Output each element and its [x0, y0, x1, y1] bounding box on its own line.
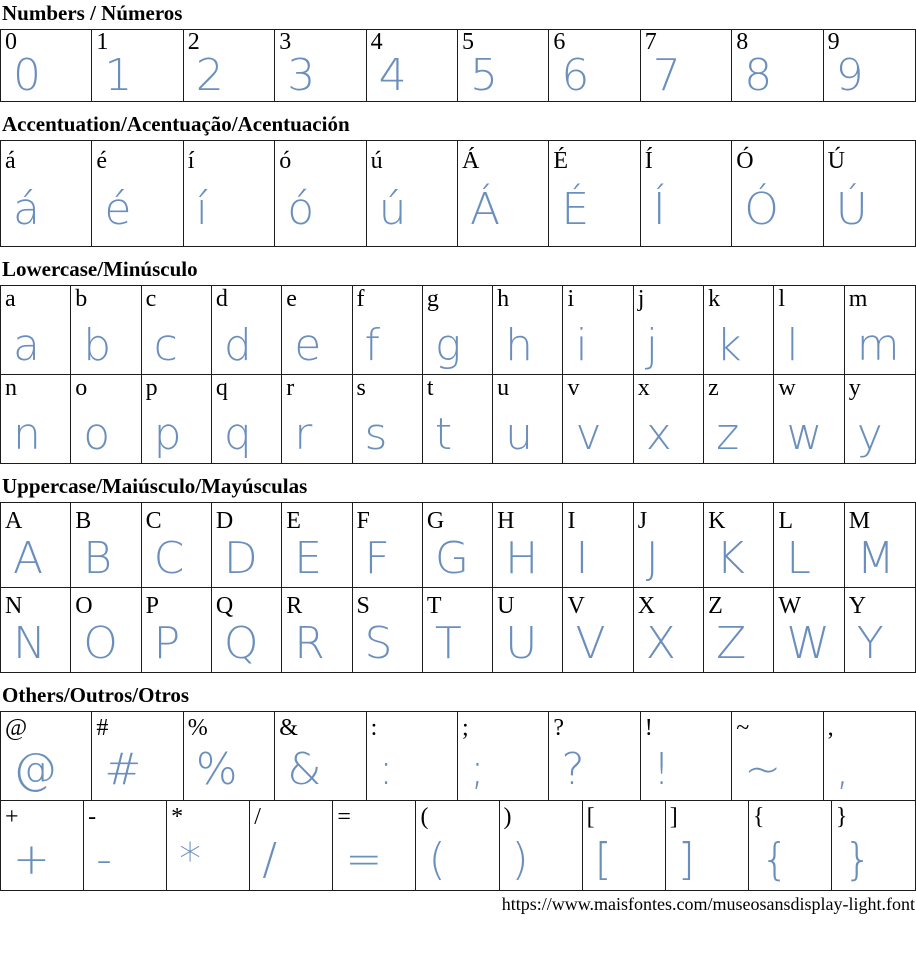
- glyph-cell: [71, 375, 141, 463]
- glyph-sample: í: [195, 184, 209, 235]
- glyph-sample: G: [434, 533, 469, 584]
- glyph-cell: [493, 286, 563, 374]
- glyph-cell: [367, 712, 458, 800]
- glyph-cell: [493, 588, 563, 672]
- section-title-accentuation: Accentuation/Acentuação/Acentuación: [2, 112, 350, 136]
- glyph-label: s: [356, 375, 366, 401]
- glyph-sample: R: [294, 618, 325, 669]
- glyph-cell: [845, 286, 915, 374]
- glyph-label: 6: [553, 30, 566, 55]
- glyph-sample: -: [96, 834, 112, 885]
- glyph-label: I: [567, 508, 576, 534]
- glyph-cell: [641, 30, 732, 101]
- glyph-cell: [416, 801, 499, 890]
- glyph-label: ó: [279, 148, 292, 174]
- glyph-label: n: [5, 375, 17, 401]
- glyph-label: 8: [736, 30, 749, 55]
- glyph-cell: [282, 375, 352, 463]
- glyph-label: 1: [96, 30, 109, 55]
- section-numbers: [0, 2, 916, 102]
- glyph-cell: [704, 503, 774, 587]
- glyph-sample: U: [505, 618, 538, 669]
- glyph-cell: [634, 503, 704, 587]
- glyph-sample: Ó: [744, 184, 779, 235]
- glyph-sample: g: [434, 320, 462, 371]
- glyph-cell: [774, 588, 844, 672]
- glyph-label: g: [426, 286, 439, 312]
- glyph-cell: [749, 801, 832, 890]
- glyph-sample: ): [511, 834, 529, 885]
- glyph-cell: [563, 286, 633, 374]
- glyph-sample: S: [364, 618, 393, 669]
- glyph-cell: [353, 286, 423, 374]
- glyph-label: C: [145, 508, 162, 534]
- glyph-sample: E: [294, 533, 323, 584]
- glyph-table-row: [0, 285, 916, 375]
- glyph-sample: Y: [856, 618, 884, 669]
- glyph-cell: [641, 712, 732, 800]
- glyph-label: i: [567, 286, 575, 312]
- glyph-label: @: [5, 715, 28, 741]
- glyph-sample: K: [716, 533, 745, 584]
- glyph-sample: I: [575, 533, 589, 584]
- glyph-cell: [184, 141, 275, 246]
- glyph-cell: [71, 503, 141, 587]
- glyph-sample: /: [262, 834, 278, 885]
- glyph-table-row: [0, 140, 916, 247]
- glyph-sample: 6: [561, 50, 590, 101]
- glyph-cell: [212, 588, 282, 672]
- glyph-label: Ó: [736, 148, 754, 174]
- glyph-label: t: [426, 375, 434, 401]
- glyph-sample: 3: [287, 50, 316, 101]
- glyph-table-row: [0, 587, 916, 673]
- glyph-sample: d: [223, 320, 252, 371]
- glyph-cell: [563, 503, 633, 587]
- glyph-sample: *: [179, 834, 202, 885]
- glyph-sample: a: [13, 320, 40, 371]
- glyph-label: T: [426, 593, 442, 619]
- glyph-cell: [282, 588, 352, 672]
- glyph-label: E: [286, 508, 301, 534]
- glyph-cell: [353, 588, 423, 672]
- glyph-cell: [367, 141, 458, 246]
- glyph-cell: [732, 141, 823, 246]
- glyph-cell: [641, 141, 732, 246]
- glyph-cell: [634, 375, 704, 463]
- glyph-label: z: [708, 375, 719, 401]
- glyph-cell: [92, 141, 183, 246]
- glyph-label: d: [215, 286, 228, 312]
- glyph-label: v: [567, 375, 580, 401]
- glyph-label: É: [553, 148, 569, 174]
- glyph-sample: 4: [378, 50, 407, 101]
- glyph-cell: [423, 286, 493, 374]
- glyph-sample: V: [575, 618, 606, 669]
- glyph-sample: F: [364, 533, 390, 584]
- glyph-sample: q: [223, 409, 252, 460]
- glyph-label: 4: [370, 30, 383, 55]
- glyph-label: é: [96, 148, 108, 174]
- glyph-label: m: [848, 286, 868, 312]
- glyph-label: Á: [462, 148, 480, 174]
- glyph-label: X: [637, 593, 656, 619]
- glyph-sample: }: [843, 834, 872, 885]
- glyph-cell: [493, 375, 563, 463]
- glyph-sample: é: [104, 184, 132, 235]
- glyph-sample: e: [294, 320, 322, 371]
- glyph-cell: [458, 141, 549, 246]
- glyph-label: 2: [187, 30, 200, 55]
- glyph-sample: =: [345, 834, 383, 885]
- glyph-cell: [71, 588, 141, 672]
- glyph-cell: [493, 503, 563, 587]
- glyph-cell: [458, 712, 549, 800]
- glyph-sample: W: [786, 618, 830, 669]
- glyph-sample: o: [83, 409, 111, 460]
- glyph-cell: [92, 712, 183, 800]
- glyph-sample: 2: [195, 50, 224, 101]
- glyph-label: f: [356, 286, 365, 312]
- glyph-sample: p: [153, 409, 182, 460]
- glyph-cell: [142, 375, 212, 463]
- section-uppercase: [0, 475, 916, 673]
- glyph-label: r: [286, 375, 295, 401]
- glyph-cell: [212, 286, 282, 374]
- glyph-cell: [142, 588, 212, 672]
- glyph-sample: N: [13, 618, 46, 669]
- glyph-cell: [1, 375, 71, 463]
- glyph-sample: M: [856, 533, 895, 584]
- glyph-label: ~: [736, 715, 750, 741]
- glyph-sample: ó: [287, 184, 315, 235]
- glyph-label: Q: [215, 593, 234, 619]
- glyph-label: Í: [644, 148, 653, 174]
- glyph-label: u: [497, 375, 510, 401]
- glyph-sample: i: [575, 320, 588, 371]
- glyph-label: ,: [827, 715, 834, 741]
- glyph-label: B: [75, 508, 92, 534]
- glyph-label: M: [848, 508, 871, 534]
- section-lowercase: [0, 258, 916, 464]
- glyph-label: p: [145, 375, 158, 401]
- glyph-cell: [634, 286, 704, 374]
- glyph-sample: X: [645, 618, 676, 669]
- glyph-label: {: [752, 804, 765, 830]
- glyph-cell: [84, 801, 167, 890]
- glyph-cell: [832, 801, 915, 890]
- glyph-sample: x: [645, 409, 672, 460]
- glyph-sample: #: [104, 744, 142, 795]
- glyph-label: y: [848, 375, 861, 401]
- glyph-cell: [367, 30, 458, 101]
- glyph-label: ?: [553, 715, 565, 741]
- glyph-cell: [423, 588, 493, 672]
- glyph-sample: J: [645, 533, 659, 584]
- glyph-label: x: [637, 375, 650, 401]
- glyph-cell: [704, 588, 774, 672]
- glyph-label: Ú: [827, 148, 845, 174]
- section-title-others: Others/Outros/Otros: [2, 683, 190, 707]
- glyph-table-row: [0, 711, 916, 801]
- glyph-sample: É: [561, 184, 590, 235]
- glyph-sample: 7: [652, 50, 681, 101]
- glyph-cell: [634, 588, 704, 672]
- glyph-cell: [1, 286, 71, 374]
- glyph-label: h: [497, 286, 510, 312]
- glyph-cell: [250, 801, 333, 890]
- glyph-sample: m: [856, 320, 900, 371]
- glyph-cell: [704, 286, 774, 374]
- glyph-label: á: [5, 148, 16, 174]
- glyph-label: ;: [462, 715, 469, 741]
- glyph-sample: 8: [744, 50, 773, 101]
- glyph-cell: [583, 801, 666, 890]
- glyph-cell: [1, 503, 71, 587]
- glyph-label: l: [778, 286, 786, 312]
- glyph-sample: [: [594, 834, 612, 885]
- glyph-cell: [184, 712, 275, 800]
- glyph-table-row: [0, 800, 916, 891]
- glyph-label: q: [215, 375, 228, 401]
- glyph-sample: n: [13, 409, 41, 460]
- glyph-sample: Í: [652, 184, 666, 235]
- glyph-sample: O: [83, 618, 118, 669]
- glyph-sample: v: [575, 409, 602, 460]
- glyph-sample: y: [856, 409, 883, 460]
- glyph-label: o: [75, 375, 88, 401]
- glyph-sample: z: [716, 409, 740, 460]
- glyph-label: k: [708, 286, 721, 312]
- glyph-label: -: [88, 804, 97, 830]
- glyph-sample: A: [13, 533, 44, 584]
- glyph-label: Z: [708, 593, 723, 619]
- glyph-cell: [774, 286, 844, 374]
- glyph-label: (: [420, 804, 429, 830]
- glyph-label: J: [637, 508, 648, 534]
- glyph-sample: C: [153, 533, 185, 584]
- glyph-sample: ;: [470, 744, 485, 795]
- section-others: [0, 684, 916, 891]
- glyph-label: F: [356, 508, 370, 534]
- glyph-label: %: [187, 715, 208, 741]
- glyph-cell: [845, 503, 915, 587]
- glyph-label: R: [286, 593, 303, 619]
- glyph-label: í: [187, 148, 195, 174]
- glyph-cell: [282, 286, 352, 374]
- glyph-cell: [774, 503, 844, 587]
- glyph-sample: ú: [378, 184, 407, 235]
- glyph-label: N: [5, 593, 23, 619]
- glyph-label: c: [145, 286, 157, 312]
- glyph-sample: 5: [470, 50, 498, 101]
- section-accentuation: [0, 113, 916, 247]
- glyph-sample: Q: [223, 618, 259, 669]
- glyph-sample: t: [434, 409, 453, 460]
- glyph-label: ): [503, 804, 512, 830]
- glyph-cell: [1, 30, 92, 101]
- glyph-label: [: [586, 804, 595, 830]
- glyph-cell: [1, 141, 92, 246]
- glyph-sample: ,: [835, 744, 850, 795]
- section-title-numbers: Numbers / Números: [2, 1, 183, 25]
- glyph-sample: D: [223, 533, 258, 584]
- glyph-cell: [845, 375, 915, 463]
- glyph-table-row: [0, 374, 916, 464]
- glyph-label: U: [497, 593, 515, 619]
- glyph-cell: [704, 375, 774, 463]
- glyph-sample: ?: [561, 744, 585, 795]
- glyph-cell: [824, 30, 915, 101]
- glyph-sample: c: [153, 320, 178, 371]
- glyph-cell: [423, 375, 493, 463]
- glyph-sample: ]: [677, 834, 695, 885]
- glyph-cell: [549, 712, 640, 800]
- glyph-cell: [275, 30, 366, 101]
- section-title-lowercase: Lowercase/Minúsculo: [2, 257, 198, 281]
- glyph-sample: á: [13, 184, 40, 235]
- glyph-cell: [275, 141, 366, 246]
- glyph-label: 5: [462, 30, 474, 55]
- glyph-label: V: [567, 593, 585, 619]
- glyph-label: #: [96, 715, 109, 741]
- glyph-sample: !: [652, 744, 671, 795]
- glyph-label: A: [5, 508, 23, 534]
- glyph-cell: [212, 503, 282, 587]
- glyph-sample: :: [378, 744, 394, 795]
- glyph-sample: Á: [470, 184, 501, 235]
- glyph-cell: [549, 141, 640, 246]
- glyph-sample: l: [786, 320, 799, 371]
- glyph-cell: [666, 801, 749, 890]
- glyph-sample: L: [786, 533, 811, 584]
- glyph-label: Y: [848, 593, 867, 619]
- glyph-label: +: [5, 804, 19, 830]
- glyph-sample: w: [786, 409, 823, 460]
- glyph-cell: [353, 503, 423, 587]
- glyph-label: :: [370, 715, 378, 741]
- glyph-sample: &: [287, 744, 322, 795]
- glyph-label: O: [75, 593, 93, 619]
- glyph-sample: H: [505, 533, 539, 584]
- glyph-cell: [142, 286, 212, 374]
- glyph-table-row: [0, 29, 916, 102]
- glyph-sample: u: [505, 409, 534, 460]
- source-url: https://www.maisfontes.com/museosansdisplay-light.font: [501, 894, 915, 914]
- glyph-label: 3: [279, 30, 292, 55]
- glyph-cell: [732, 30, 823, 101]
- glyph-label: e: [286, 286, 297, 312]
- glyph-sample: f: [364, 320, 381, 371]
- glyph-label: W: [778, 593, 802, 619]
- glyph-cell: [423, 503, 493, 587]
- glyph-cell: [92, 30, 183, 101]
- glyph-sample: r: [294, 409, 313, 460]
- glyph-label: !: [644, 715, 653, 741]
- glyph-cell: [282, 503, 352, 587]
- glyph-label: &: [279, 715, 298, 741]
- glyph-sample: s: [364, 409, 388, 460]
- glyph-sample: Ú: [835, 184, 868, 235]
- glyph-cell: [845, 588, 915, 672]
- glyph-cell: [500, 801, 583, 890]
- glyph-cell: [142, 503, 212, 587]
- glyph-cell: [212, 375, 282, 463]
- glyph-sample: k: [716, 320, 742, 371]
- glyph-label: S: [356, 593, 370, 619]
- glyph-cell: [458, 30, 549, 101]
- glyph-sample: j: [645, 320, 658, 371]
- glyph-sample: @: [13, 744, 57, 795]
- glyph-sample: h: [505, 320, 534, 371]
- glyph-cell: [824, 141, 915, 246]
- glyph-cell: [275, 712, 366, 800]
- glyph-label: K: [708, 508, 726, 534]
- glyph-cell: [184, 30, 275, 101]
- glyph-cell: [774, 375, 844, 463]
- glyph-sample: B: [83, 533, 113, 584]
- glyph-cell: [333, 801, 416, 890]
- glyph-sample: %: [195, 744, 238, 795]
- glyph-sample: +: [13, 834, 50, 885]
- font-specimen-page: [0, 2, 916, 891]
- glyph-cell: [563, 588, 633, 672]
- glyph-label: 9: [827, 30, 840, 55]
- glyph-sample: Z: [716, 618, 747, 669]
- glyph-sample: T: [434, 618, 462, 669]
- glyph-label: P: [145, 593, 159, 619]
- glyph-sample: ~: [744, 744, 782, 795]
- glyph-cell: [1, 801, 84, 890]
- glyph-label: }: [835, 804, 848, 830]
- glyph-label: 7: [644, 30, 657, 55]
- glyph-sample: 9: [835, 50, 864, 101]
- glyph-sample: (: [428, 834, 446, 885]
- glyph-cell: [353, 375, 423, 463]
- glyph-sample: 0: [13, 50, 41, 101]
- glyph-label: *: [171, 804, 184, 830]
- glyph-label: w: [778, 375, 796, 401]
- glyph-sample: P: [153, 618, 181, 669]
- glyph-label: D: [215, 508, 234, 534]
- glyph-label: b: [75, 286, 88, 312]
- glyph-table-row: [0, 502, 916, 588]
- glyph-cell: [167, 801, 250, 890]
- glyph-cell: [1, 712, 92, 800]
- glyph-label: ]: [669, 804, 678, 830]
- glyph-label: H: [497, 508, 515, 534]
- glyph-label: G: [426, 508, 445, 534]
- glyph-cell: [563, 375, 633, 463]
- glyph-label: 0: [5, 30, 17, 55]
- section-title-uppercase: Uppercase/Maiúsculo/Mayúsculas: [2, 474, 308, 498]
- glyph-label: a: [5, 286, 16, 312]
- glyph-sample: 1: [104, 50, 133, 101]
- glyph-label: L: [778, 508, 794, 534]
- glyph-cell: [732, 712, 823, 800]
- glyph-label: j: [637, 286, 645, 312]
- glyph-cell: [71, 286, 141, 374]
- glyph-sample: {: [760, 834, 789, 885]
- glyph-sample: b: [83, 320, 112, 371]
- glyph-cell: [824, 712, 915, 800]
- glyph-label: ú: [370, 148, 383, 174]
- glyph-cell: [1, 588, 71, 672]
- glyph-cell: [549, 30, 640, 101]
- glyph-label: /: [254, 804, 261, 830]
- glyph-label: =: [337, 804, 351, 830]
